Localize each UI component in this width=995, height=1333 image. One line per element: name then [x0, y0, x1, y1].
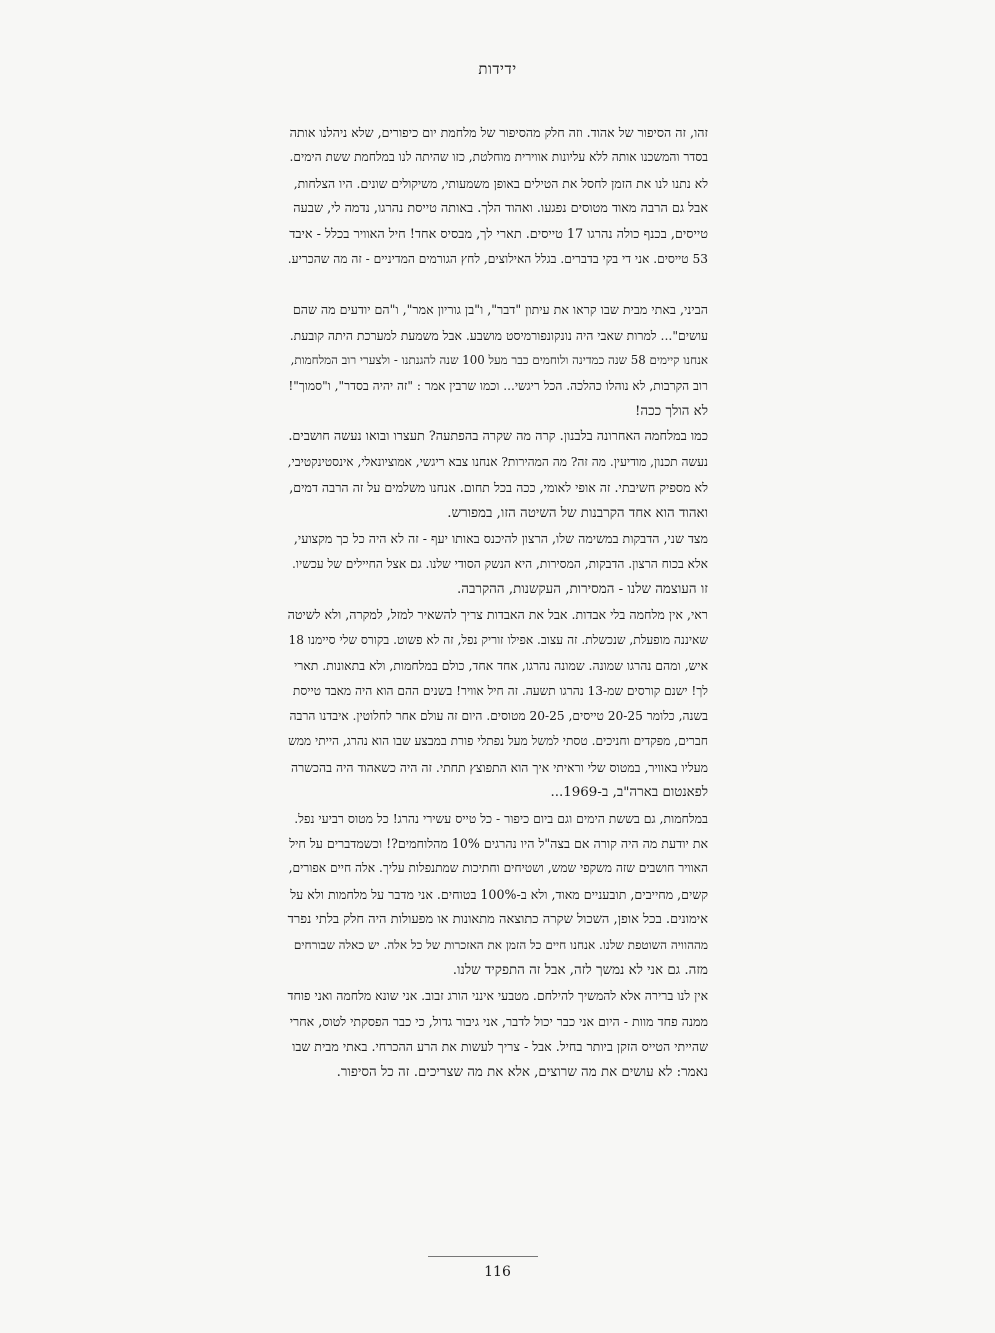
text-line: לא נתנו לנו את הזמן לחסל את הטילים באופן משמעותי, משיקולים שונים. היו הצלחות, [293, 175, 708, 191]
footer-rule [428, 1256, 538, 1257]
text-line: מצד שני, הדבקות במשימה שלו, הרצון להיכנס באותו יעף - זה לא היה כל כך מקצועי, [293, 531, 708, 547]
text-line: ראי, אין מלחמה בלי אבדות. אבל את האבדות צריך להשאיר למזל, למקרה, ולא לשיטה [287, 607, 708, 623]
text-line: לא הולך ככה! [635, 404, 708, 420]
text-line: איש, ומהם נהרגו שמונה. שמונה נהרגו, אחד אחד, כולם במלחמות, ולא בתאונות. תארי [294, 658, 708, 674]
paragraph [288, 297, 708, 424]
text-line: בשנה, כלומר 20-25 טייסים, 20-25 מטוסים. היום זה עולם אחר לחלוטין. איבדנו הרבה [289, 708, 708, 723]
text-line: שאיננה מופעלת, שנכשלת. זה עצוב. אפילו זוריק נפל, זה לא פשוט. בקורס שלי סיימנו 18 [288, 632, 708, 647]
text-line: האוויר חושבים שזה משקפי שמש, ושטיחים וחתיכות שמתנפלות עליך. אלה חיים אפורים, [288, 861, 708, 876]
text-line: קשים, מחייבים, תובעניים מאוד, ולא ב-100% בטוחים. אני מדבר על מלחמות ולא על [290, 886, 708, 902]
text-line: נעשה תכנון, מודיעין. מה זה? מה המהירות? אנחנו צבא ריגשי, אמוציונאלי, אינסטינקטיבי, [287, 454, 708, 469]
paragraph [288, 806, 708, 984]
page-number: 116 [484, 1264, 511, 1280]
text-line: טייסים, בכנף כולה נהרגו 17 טייסים. תארי לך, מבסיס אחד! חיל האוויר בכלל - איבד [289, 226, 708, 242]
text-line: ואהוד הוא אחד הקרבנות של השיטה הזו, במפורש. [447, 505, 708, 521]
text-line: לא מספיק חשיבתי. זה אופי לאומי, ככה בכל תחום. אנחנו משלמים על זה הרבה דמים, [289, 480, 708, 496]
paragraph [288, 120, 708, 272]
text-line: 53 טייסים. אני די בקי בדברים. בגלל האילוצים, לחץ הגורמים המדיניים - זה מה שהכריע. [287, 252, 708, 267]
body-text [288, 120, 708, 1085]
paragraph [288, 424, 708, 526]
text-line: אבל גם הרבה מאוד מטוסים נפגעו. ואהוד הלך. באותה טייסת נהרגו, נדמה לי, שבעה [293, 201, 708, 217]
text-line: שהייתי הטייס הזקן ביותר בחיל. אבל - צריך לעשות את הרע ההכרחי. באתי מבית שבו [292, 1039, 708, 1055]
paragraph [288, 983, 708, 1085]
text-line: אנחנו קיימים 58 שנה כמדינה ולוחמים כבר מעל 100 שנה להגנתנו - ולצערי רוב המלחמות, [290, 353, 708, 368]
running-head: ידידות [478, 60, 517, 78]
text-line: ממנה פחד מוות - היום אני כבר יכול לדבר, אני גיבור גדול, כי כבר הפסקתי לטוס, אחרי [289, 1013, 708, 1029]
text-line: כמו במלחמה האחרונה בלבנון. קרה מה שקרה בהפתעה? תעצרו ובואו נעשה חושבים. [288, 429, 708, 445]
text-line: מעליו באוויר, במטוס שלי וראיתי איך הוא התפוצץ תחתי. זה היה כשאהוד היה בהכשרה [290, 759, 708, 775]
paragraph [288, 526, 708, 602]
text-line: מההוויה השוטפת שלנו. אנחנו חיים כל הזמן את האזכרות של כל אלה. יש כאלה שבורחים [293, 937, 708, 952]
text-line: אין לנו ברירה אלא להמשיך להילחם. מטבעי אינני הורג זבוב. אני שונא מלחמה ואני פוחד [287, 988, 708, 1004]
text-line: אלא בכוח הרצון. הדבקות, המסירות, היא הנשק הסודי שלנו. גם אצל החיילים של עכשיו. [292, 556, 708, 571]
text-line: חברים, מפקדים וחניכים. טסתי למשל מעל נפתלי פורת במבצע שבו הוא נהרג, הייתי ממש [288, 734, 708, 749]
text-line: לפאנטום בארה"ב, ב-1969... [550, 785, 708, 801]
text-line: זהו, זה הסיפור של אהוד. וזה חלק מהסיפור של מלחמת יום כיפורים, שלא ניהלנו אותה [289, 125, 708, 140]
text-line: רוב הקרבות, לא נוהלו כהלכה. הכל ריגשי... וכמו שרבין אמר : "זה יהיה בסדר", ו"סמוך"! [288, 378, 708, 393]
text-line: נאמר: לא עושים את מה שרוצים, אלא את מה שצריכים. זה כל הסיפור. [336, 1064, 708, 1080]
text-line: עושים"... למרות שאבי היה נונקונפורמיסט מושבע. אבל משמעת למערכת היתה קובעת. [289, 327, 708, 343]
paragraph [288, 602, 708, 805]
text-line: לך! ישנם קורסים שמ-13 נהרגו תשעה. זה חיל אוויר! בשנים ההם הוא היה מאבד טייסת [292, 683, 708, 698]
text-line: אימונים. בכל אופן, השכול שקרה כתוצאה מתאונות או מפעולות היה חלק בלתי נפרד [287, 912, 708, 928]
text-line: זו העוצמה שלנו - המסירות, העקשנות, ההקרבה. [457, 581, 708, 597]
text-line: מזה. גם אני לא נמשך לזה, אבל זה התפקיד שלנו. [452, 963, 708, 978]
text-line: הביני, באתי מבית שבו קראו את עיתון "דבר", ו"בן גוריון אמר", ו"הם יודעים מה שהם [292, 302, 708, 318]
text-line: בסדר והמשכנו אותה ללא עליונות אווירית מוחלטת, כזו שהיתה לנו במלחמת ששת הימים. [289, 150, 708, 165]
text-line: את יודעת מה היה קורה אם בצה"ל היו נהרגים 10% מהלוחמים?! וכשמדברים על חיל [289, 835, 708, 851]
text-line: במלחמות, גם בששת הימים וגם ביום כיפור - כל טייס עשירי נהרג! כל מטוס רביעי נפל. [294, 810, 708, 826]
